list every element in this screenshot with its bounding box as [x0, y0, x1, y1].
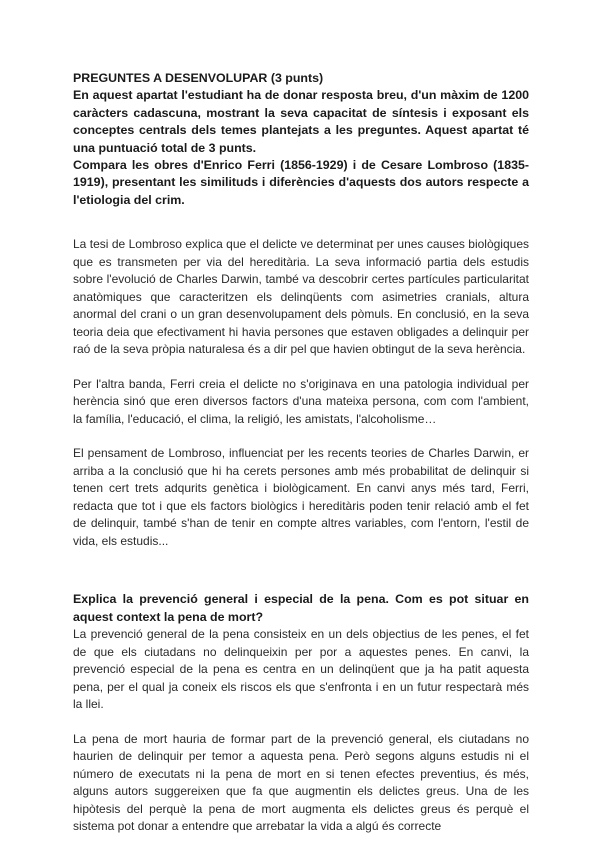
question-1: Compara les obres d'Enrico Ferri (1856-1929) i de Cesare Lombroso (1835-1919), presentant les similituds i diferències d'aquests dos autors respecte a l'etiologia del crim. [73, 158, 529, 207]
answer-2-paragraph-2: La pena de mort hauria de formar part de la prevenció general, els ciutadans no haurien de delinquir per temor a aquesta pena. Però segons alguns estudis ni el número de executats ni la pena de mort en si tenen efectes preventius, és més, alguns autors suggereixen que fa que augmentin els delictes greus. Una de les hipòtesis del perquè la pena de mort augmenta els delictes greus és perquè el sistema pot donar a entendre que arrebatar la vida a algú és correcte [73, 731, 529, 834]
answer-2-paragraph-1: La prevenció general de la pena consisteix en un dels objectius de les penes, el fet de que els ciutadans no delinqueixin per por a aquestes penes. En canvi, la prevenció especial de la pena es centra en un delinqüent que ja ha patit aquesta pena, per el qual ja coneix els riscos els que s'enfronta i en un futur respectarà més la llei. [73, 627, 529, 712]
answer-1-paragraph-2: Per l'altra banda, Ferri creia el delicte no s'originava en una patologia individual per herència sinó que eren diversos factors d'una mateixa persona, com com l'ambient, la família, l'educació, el clima, la religió, les amistats, l'alcoholisme… [73, 376, 529, 426]
section-title: PREGUNTES A DESENVOLUPAR (3 punts) [73, 71, 324, 85]
answer-1-paragraph-3: El pensament de Lombroso, influenciat per les recents teories de Charles Darwin, er arriba a la conclusió que hi ha cerets persones amb més probabilitat de delinquir si tenen cert trets adqurits genètica i biològicament. En canvi anys més tard, Ferri, redacta que tot i que els factors biològics i hereditàris poden tenir relació amb el fet de delinquir, també s'han de tenir en compte altres variables, com l'entorn, l'estil de vida, els estudis... [73, 446, 529, 548]
document-page [73, 70, 529, 836]
question-2: Explica la prevenció general i especial de la pena. Com es pot situar en aquest context la pena de mort? [73, 592, 529, 624]
answer-1-paragraph-1: La tesi de Lombroso explica que el delicte ve determinat per unes causes biològiques que es transmeten per via del hereditària. La seva informació partia dels estudis sobre l'evolució de Charles Darwin, també va descobrir certes partícules particularitat anatòmiques que caracteritzen els delinqüents com asimetries cranials, altura anormal del crani o un gran desenvolupament dels pòmuls. En conclusió, en la seva teoria deia que efectivament hi havia persones que estaven obligades a delinquir per raó de la seva pròpia naturalesa és a dir pel que havien obtingut de la seva herència. [73, 237, 529, 357]
instructions-text: En aquest apartat l'estudiant ha de donar resposta breu, d'un màxim de 1200 caràcters cadascuna, mostrant la seva capacitat de síntesis i exposant els conceptes centrals dels temes plantejats a les preguntes. Aquest apartat té una puntuació total de 3 punts. [73, 88, 529, 155]
